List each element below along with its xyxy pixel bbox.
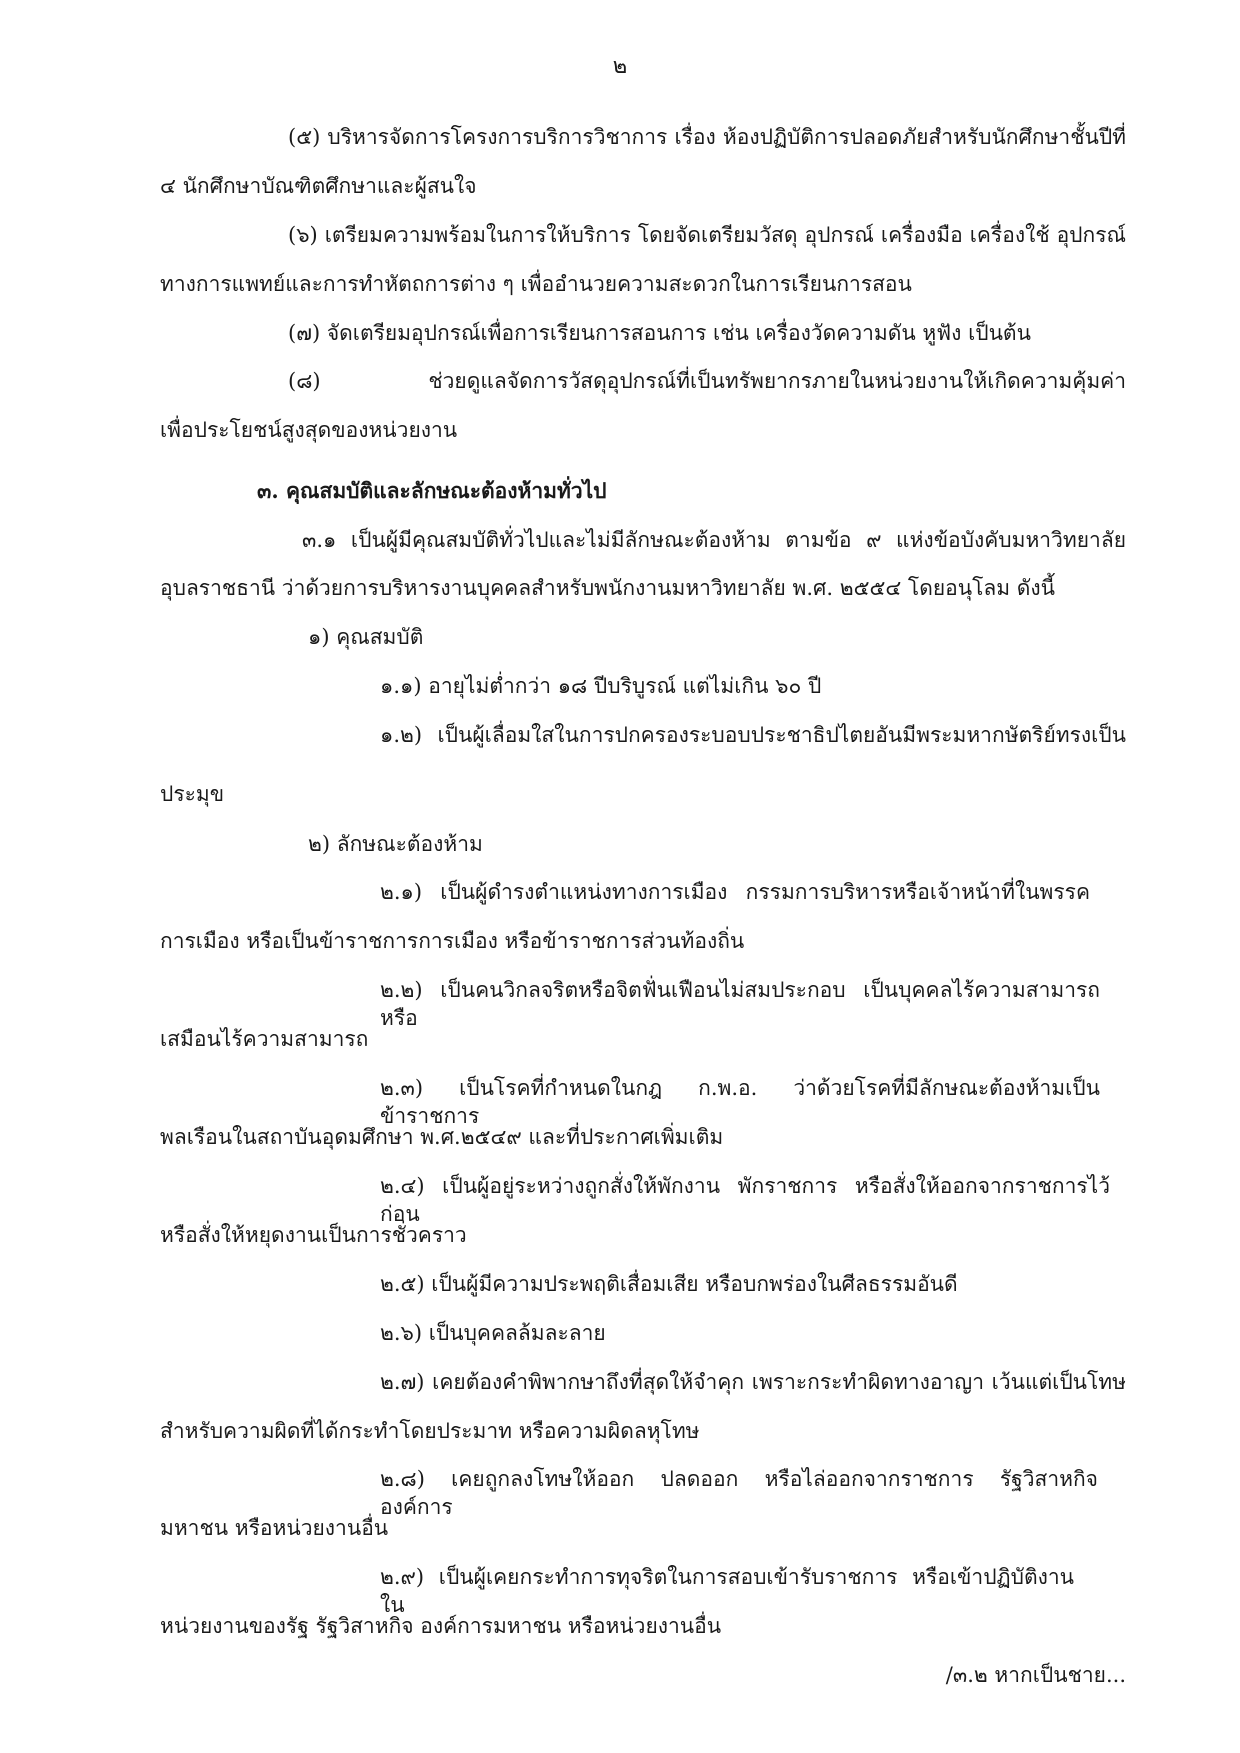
item-7-line-1: (๗) จัดเตรียมอุปกรณ์เพื่อการเรียนการสอนการ เช่น เครื่องวัดความดัน หูฟัง เป็นต้น xyxy=(288,321,1031,345)
page-number: ๒ xyxy=(612,54,628,79)
prohibition-2-3-line-2: พลเรือนในสถาบันอุดมศึกษา พ.ศ.๒๕๔๙ และที่ประกาศเพิ่มเติม xyxy=(160,1125,724,1149)
item-5-line-2: ๔ นักศึกษาบัณฑิตศึกษาและผู้สนใจ xyxy=(160,174,477,198)
section-3-heading: ๓. คุณสมบัติและลักษณะต้องห้ามทั่วไป xyxy=(257,478,607,503)
item-5-line-1: (๕) บริหารจัดการโครงการบริการวิชาการ เรื่อง ห้องปฏิบัติการปลอดภัยสำหรับนักศึกษาชั้นปีที่ xyxy=(288,125,1126,149)
prohibition-2-3-line-1: ๒.๓) เป็นโรคที่กำหนดในกฎ ก.พ.อ. ว่าด้วยโรคที่มีลักษณะต้องห้ามเป็นข้าราชการ xyxy=(380,1076,1100,1128)
continuation-note: /๓.๒ หากเป็นชาย... xyxy=(945,1663,1126,1687)
prohibition-2-6: ๒.๖) เป็นบุคคลล้มละลาย xyxy=(380,1321,606,1345)
prohibition-2-7-line-2: สำหรับความผิดที่ได้กระทำโดยประมาท หรือความผิดลหุโทษ xyxy=(160,1419,700,1443)
prohibition-2-9-line-1: ๒.๙) เป็นผู้เคยกระทำการทุจริตในการสอบเข้ารับราชการ หรือเข้าปฏิบัติงานใน xyxy=(380,1565,1074,1617)
item-6-line-1: (๖) เตรียมความพร้อมในการให้บริการ โดยจัดเตรียมวัสดุ อุปกรณ์ เครื่องมือ เครื่องใช้ อุปกรณ์ xyxy=(288,223,1126,247)
item-8-line-1: (๘) ช่วยดูแลจัดการวัสดุอุปกรณ์ที่เป็นทรัพยากรภายในหน่วยงานให้เกิดความคุ้มค่า xyxy=(288,369,1126,393)
qualification-1-2-line-1: ๑.๒) เป็นผู้เลื่อมใสในการปกครองระบอบประชาธิปไตยอันมีพระมหากษัตริย์ทรงเป็น xyxy=(380,723,1126,747)
para-3-1-line-2: อุบลราชธานี ว่าด้วยการบริหารงานบุคคลสำหรับพนักงานมหาวิทยาลัย พ.ศ. ๒๕๕๔ โดยอนุโลม ดังนี้ xyxy=(160,576,1056,600)
prohibition-2-1-line-2: การเมือง หรือเป็นข้าราชการการเมือง หรือข้าราชการส่วนท้องถิ่น xyxy=(160,929,745,953)
para-3-1-line-1: ๓.๑ เป็นผู้มีคุณสมบัติทั่วไปและไม่มีลักษณะต้องห้าม ตามข้อ ๙ แห่งข้อบังคับมหาวิทยาลัย xyxy=(302,528,1126,552)
qualification-1-1: ๑.๑) อายุไม่ต่ำกว่า ๑๘ ปีบริบูรณ์ แต่ไม่เกิน ๖๐ ปี xyxy=(380,674,822,698)
prohibition-2-7-line-1: ๒.๗) เคยต้องคำพิพากษาถึงที่สุดให้จำคุก เพราะกระทำผิดทางอาญา เว้นแต่เป็นโทษ xyxy=(380,1370,1126,1394)
prohibition-2-5: ๒.๕) เป็นผู้มีความประพฤติเสื่อมเสีย หรือบกพร่องในศีลธรรมอันดี xyxy=(380,1272,958,1296)
qualifications-heading: ๑) คุณสมบัติ xyxy=(308,625,424,649)
prohibition-2-2-line-2: เสมือนไร้ความสามารถ xyxy=(160,1027,369,1051)
prohibition-2-1-line-1: ๒.๑) เป็นผู้ดำรงตำแหน่งทางการเมือง กรรมการบริหารหรือเจ้าหน้าที่ในพรรค xyxy=(380,880,1090,904)
prohibition-2-2-line-1: ๒.๒) เป็นคนวิกลจริตหรือจิตฟั่นเฟือนไม่สมประกอบ เป็นบุคคลไร้ความสามารถหรือ xyxy=(380,978,1100,1030)
prohibition-2-4-line-1: ๒.๔) เป็นผู้อยู่ระหว่างถูกสั่งให้พักงาน พักราชการ หรือสั่งให้ออกจากราชการไว้ก่อน xyxy=(380,1174,1110,1226)
item-8-line-2: เพื่อประโยชน์สูงสุดของหน่วยงาน xyxy=(160,418,458,442)
qualification-1-2-line-2: ประมุข xyxy=(160,782,225,806)
prohibition-2-4-line-2: หรือสั่งให้หยุดงานเป็นการชั่วคราว xyxy=(160,1223,467,1247)
prohibition-2-8-line-1: ๒.๘) เคยถูกลงโทษให้ออก ปลดออก หรือไล่ออกจากราชการ รัฐวิสาหกิจ องค์การ xyxy=(380,1467,1098,1519)
prohibition-2-8-line-2: มหาชน หรือหน่วยงานอื่น xyxy=(160,1516,389,1540)
prohibitions-heading: ๒) ลักษณะต้องห้าม xyxy=(308,832,483,856)
item-6-line-2: ทางการแพทย์และการทำหัตถการต่าง ๆ เพื่ออำนวยความสะดวกในการเรียนการสอน xyxy=(160,272,912,296)
prohibition-2-9-line-2: หน่วยงานของรัฐ รัฐวิสาหกิจ องค์การมหาชน หรือหน่วยงานอื่น xyxy=(160,1614,722,1638)
